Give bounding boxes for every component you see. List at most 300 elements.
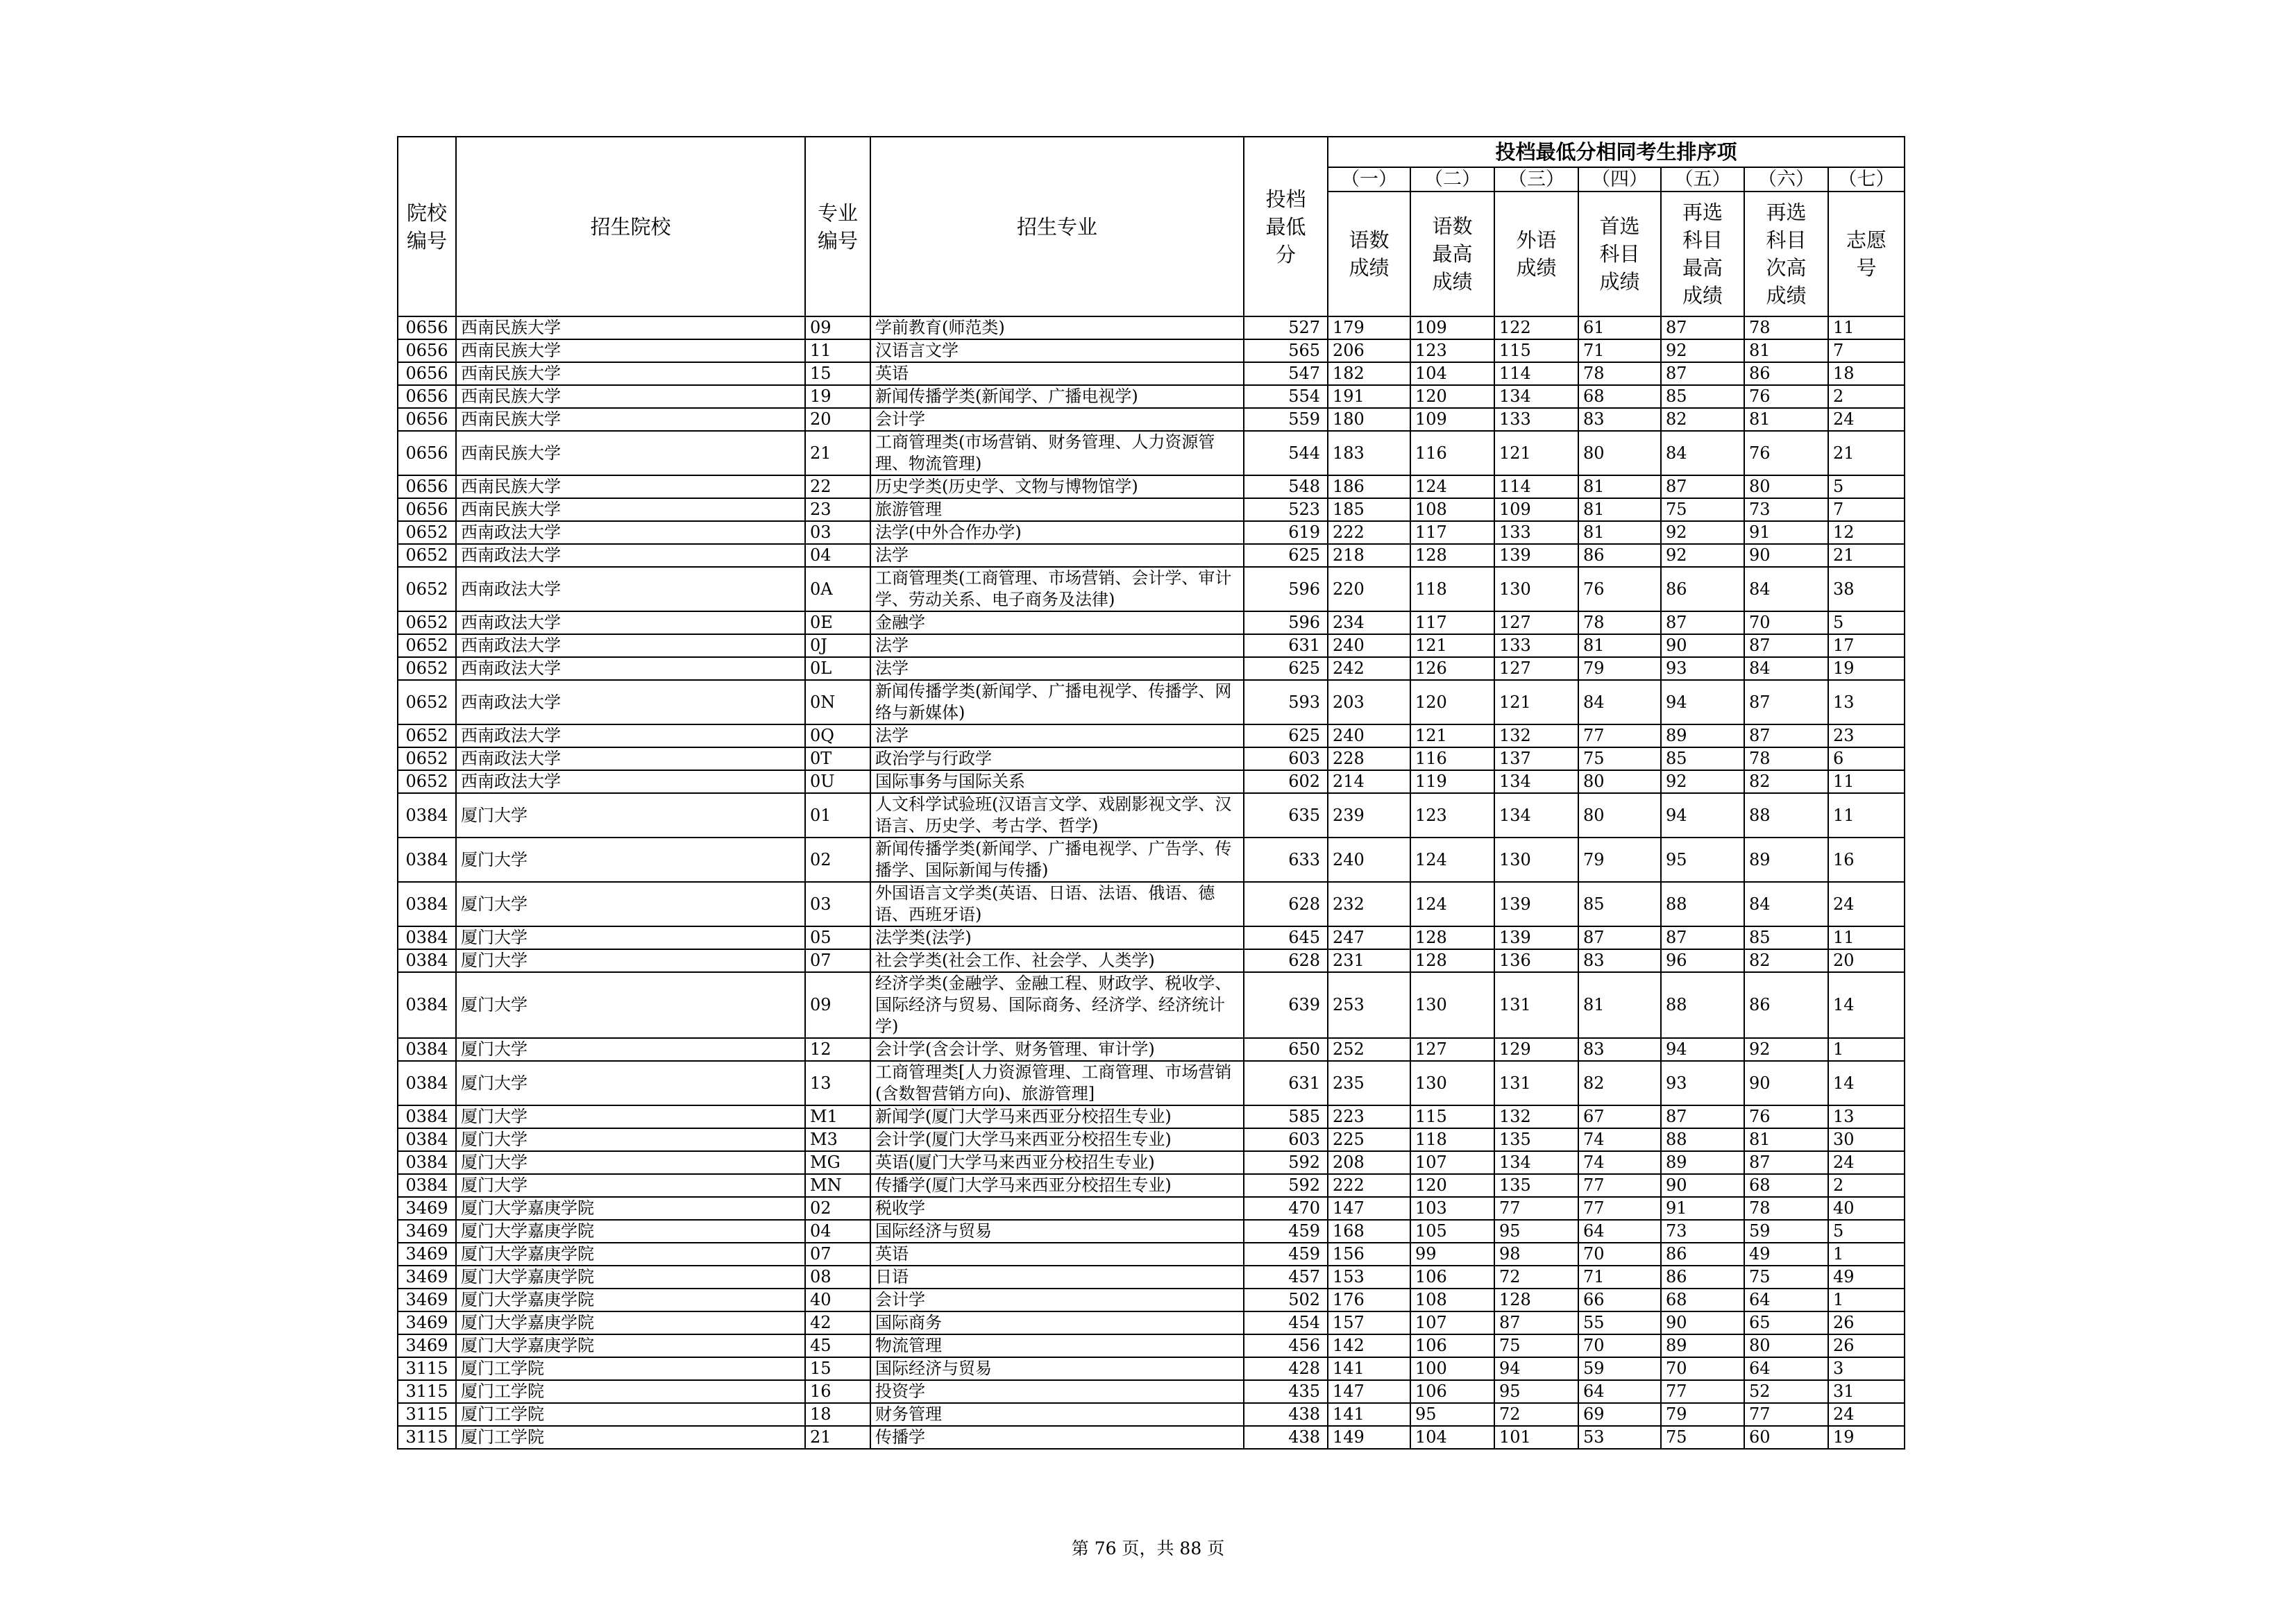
cell-score-first-subject: 71 [1578, 339, 1661, 362]
cell-score-reselect-max: 86 [1661, 1243, 1744, 1266]
cell-score-yushu-max: 119 [1410, 770, 1494, 793]
table-row [398, 362, 1905, 385]
header-major-code: 专业 编号 [805, 137, 870, 316]
cell-score-reselect-second: 70 [1744, 611, 1828, 634]
cell-score-foreign: 134 [1494, 385, 1578, 408]
cell-score-reselect-second: 59 [1744, 1220, 1828, 1243]
cell-min-score: 602 [1244, 770, 1328, 793]
cell-major-code: 02 [805, 838, 870, 882]
cell-score-first-subject: 79 [1578, 838, 1661, 882]
cell-score-yushu-max: 117 [1410, 521, 1494, 544]
cell-score-first-subject: 74 [1578, 1128, 1661, 1151]
cell-min-score: 596 [1244, 611, 1328, 634]
cell-school-name: 厦门大学 [456, 793, 805, 838]
cell-score-reselect-second: 90 [1744, 544, 1828, 567]
cell-min-score: 635 [1244, 793, 1328, 838]
cell-score-reselect-second: 64 [1744, 1289, 1828, 1311]
cell-score-foreign: 115 [1494, 339, 1578, 362]
table-row [398, 1311, 1905, 1334]
table-row [398, 793, 1905, 838]
cell-score-foreign: 132 [1494, 1105, 1578, 1128]
cell-volunteer-no: 31 [1828, 1380, 1905, 1403]
cell-score-reselect-max: 77 [1661, 1380, 1744, 1403]
table-row [398, 1289, 1905, 1311]
cell-major-name: 学前教育(师范类) [870, 316, 1244, 339]
cell-score-yushu-max: 105 [1410, 1220, 1494, 1243]
cell-major-code: 45 [805, 1334, 870, 1357]
cell-school-name: 西南民族大学 [456, 475, 805, 498]
cell-volunteer-no: 14 [1828, 1061, 1905, 1105]
cell-score-first-subject: 79 [1578, 657, 1661, 680]
cell-score-foreign: 95 [1494, 1220, 1578, 1243]
cell-school-name: 厦门工学院 [456, 1357, 805, 1380]
cell-school-code: 0652 [398, 680, 456, 724]
cell-score-yushu: 206 [1328, 339, 1410, 362]
cell-major-name: 新闻传播学类(新闻学、广播电视学、广告学、传播学、国际新闻与传播) [870, 838, 1244, 882]
cell-score-reselect-second: 86 [1744, 362, 1828, 385]
cell-min-score: 628 [1244, 949, 1328, 972]
cell-school-name: 厦门大学 [456, 838, 805, 882]
cell-min-score: 603 [1244, 1128, 1328, 1151]
table-row [398, 1038, 1905, 1061]
cell-major-name: 法学 [870, 544, 1244, 567]
cell-major-code: 0T [805, 747, 870, 770]
header-item-5: 再选 科目 最高 成绩 [1661, 192, 1744, 316]
cell-major-name: 新闻传播学类(新闻学、广播电视学) [870, 385, 1244, 408]
cell-major-code: 05 [805, 926, 870, 949]
cell-score-reselect-max: 75 [1661, 498, 1744, 521]
table-row [398, 1243, 1905, 1266]
cell-major-code: 15 [805, 1357, 870, 1380]
cell-score-reselect-max: 68 [1661, 1289, 1744, 1311]
cell-score-first-subject: 55 [1578, 1311, 1661, 1334]
cell-score-first-subject: 80 [1578, 793, 1661, 838]
table-row [398, 770, 1905, 793]
header-item-2: 语数 最高 成绩 [1410, 192, 1494, 316]
cell-school-code: 3469 [398, 1197, 456, 1220]
cell-score-reselect-max: 94 [1661, 680, 1744, 724]
header-item-6: 再选 科目 次高 成绩 [1744, 192, 1828, 316]
cell-major-name: 英语 [870, 1243, 1244, 1266]
cell-min-score: 527 [1244, 316, 1328, 339]
cell-score-yushu: 222 [1328, 1174, 1410, 1197]
cell-score-yushu-max: 126 [1410, 657, 1494, 680]
cell-score-reselect-max: 92 [1661, 544, 1744, 567]
header-order-1: （一） [1328, 167, 1410, 192]
cell-score-reselect-second: 90 [1744, 1061, 1828, 1105]
table-row [398, 1128, 1905, 1151]
cell-major-code: M3 [805, 1128, 870, 1151]
cell-score-reselect-second: 80 [1744, 1334, 1828, 1357]
cell-major-name: 法学类(法学) [870, 926, 1244, 949]
cell-score-reselect-second: 87 [1744, 1151, 1828, 1174]
cell-score-yushu-max: 106 [1410, 1380, 1494, 1403]
cell-major-name: 新闻传播学类(新闻学、广播电视学、传播学、网络与新媒体) [870, 680, 1244, 724]
cell-score-yushu: 156 [1328, 1243, 1410, 1266]
cell-major-code: 20 [805, 408, 870, 431]
cell-school-code: 0656 [398, 408, 456, 431]
table-row [398, 657, 1905, 680]
cell-school-code: 0652 [398, 634, 456, 657]
cell-score-reselect-second: 78 [1744, 1197, 1828, 1220]
cell-score-reselect-second: 64 [1744, 1357, 1828, 1380]
table-row [398, 1220, 1905, 1243]
cell-school-name: 西南政法大学 [456, 680, 805, 724]
cell-major-name: 工商管理类(市场营销、财务管理、人力资源管理、物流管理) [870, 431, 1244, 475]
cell-score-reselect-max: 92 [1661, 521, 1744, 544]
table-row [398, 882, 1905, 926]
cell-score-yushu-max: 127 [1410, 1038, 1494, 1061]
cell-score-reselect-second: 84 [1744, 657, 1828, 680]
cell-school-code: 0656 [398, 498, 456, 521]
cell-major-code: 08 [805, 1266, 870, 1289]
cell-volunteer-no: 13 [1828, 1105, 1905, 1128]
cell-score-reselect-second: 52 [1744, 1380, 1828, 1403]
cell-score-first-subject: 81 [1578, 498, 1661, 521]
cell-major-name: 会计学(含会计学、财务管理、审计学) [870, 1038, 1244, 1061]
cell-min-score: 459 [1244, 1220, 1328, 1243]
cell-score-foreign: 95 [1494, 1380, 1578, 1403]
cell-school-name: 厦门工学院 [456, 1426, 805, 1449]
cell-volunteer-no: 23 [1828, 724, 1905, 747]
cell-school-code: 0384 [398, 1061, 456, 1105]
cell-school-code: 0652 [398, 567, 456, 611]
cell-score-yushu-max: 95 [1410, 1403, 1494, 1426]
cell-min-score: 628 [1244, 882, 1328, 926]
cell-score-foreign: 128 [1494, 1289, 1578, 1311]
table-row [398, 1426, 1905, 1449]
header-order-6: （六） [1744, 167, 1828, 192]
cell-volunteer-no: 49 [1828, 1266, 1905, 1289]
table-row [398, 498, 1905, 521]
cell-min-score: 435 [1244, 1380, 1328, 1403]
cell-volunteer-no: 1 [1828, 1038, 1905, 1061]
cell-score-reselect-max: 85 [1661, 747, 1744, 770]
cell-score-reselect-max: 89 [1661, 724, 1744, 747]
cell-volunteer-no: 20 [1828, 949, 1905, 972]
cell-school-name: 厦门大学嘉庚学院 [456, 1311, 805, 1334]
cell-score-foreign: 134 [1494, 1151, 1578, 1174]
cell-score-first-subject: 77 [1578, 724, 1661, 747]
cell-score-yushu-max: 109 [1410, 316, 1494, 339]
cell-score-reselect-second: 87 [1744, 634, 1828, 657]
admission-score-table [397, 136, 1905, 1450]
cell-score-first-subject: 83 [1578, 949, 1661, 972]
cell-score-yushu: 183 [1328, 431, 1410, 475]
cell-school-name: 厦门大学嘉庚学院 [456, 1220, 805, 1243]
cell-school-name: 厦门大学 [456, 882, 805, 926]
cell-score-yushu-max: 118 [1410, 1128, 1494, 1151]
cell-volunteer-no: 18 [1828, 362, 1905, 385]
table-row [398, 747, 1905, 770]
cell-volunteer-no: 7 [1828, 339, 1905, 362]
cell-major-code: 21 [805, 431, 870, 475]
cell-school-code: 0384 [398, 882, 456, 926]
cell-min-score: 470 [1244, 1197, 1328, 1220]
cell-school-name: 西南民族大学 [456, 316, 805, 339]
table-row [398, 521, 1905, 544]
cell-major-name: 国际经济与贸易 [870, 1220, 1244, 1243]
cell-score-foreign: 131 [1494, 972, 1578, 1038]
cell-school-code: 0384 [398, 1174, 456, 1197]
cell-min-score: 650 [1244, 1038, 1328, 1061]
cell-score-reselect-second: 76 [1744, 1105, 1828, 1128]
cell-score-yushu-max: 130 [1410, 1061, 1494, 1105]
cell-score-first-subject: 84 [1578, 680, 1661, 724]
cell-score-yushu: 157 [1328, 1311, 1410, 1334]
cell-major-name: 英语(厦门大学马来西亚分校招生专业) [870, 1151, 1244, 1174]
table-row [398, 949, 1905, 972]
header-min-score: 投档 最低 分 [1244, 137, 1328, 316]
cell-score-foreign: 135 [1494, 1174, 1578, 1197]
cell-score-foreign: 94 [1494, 1357, 1578, 1380]
header-order-7: （七） [1828, 167, 1905, 192]
cell-score-yushu: 180 [1328, 408, 1410, 431]
cell-score-first-subject: 81 [1578, 521, 1661, 544]
cell-school-code: 0656 [398, 339, 456, 362]
cell-min-score: 502 [1244, 1289, 1328, 1311]
cell-score-yushu-max: 124 [1410, 475, 1494, 498]
cell-major-name: 物流管理 [870, 1334, 1244, 1357]
cell-volunteer-no: 30 [1828, 1128, 1905, 1151]
cell-school-name: 西南政法大学 [456, 611, 805, 634]
cell-school-code: 3469 [398, 1243, 456, 1266]
cell-min-score: 639 [1244, 972, 1328, 1038]
cell-score-foreign: 127 [1494, 611, 1578, 634]
cell-school-name: 西南民族大学 [456, 339, 805, 362]
header-tiebreak-group: 投档最低分相同考生排序项 [1328, 137, 1905, 167]
cell-score-first-subject: 86 [1578, 544, 1661, 567]
cell-major-code: 18 [805, 1403, 870, 1426]
cell-major-code: 19 [805, 385, 870, 408]
table-row [398, 339, 1905, 362]
cell-major-name: 传播学 [870, 1426, 1244, 1449]
cell-score-yushu: 242 [1328, 657, 1410, 680]
cell-volunteer-no: 16 [1828, 838, 1905, 882]
cell-score-first-subject: 70 [1578, 1243, 1661, 1266]
table-row [398, 1197, 1905, 1220]
cell-score-first-subject: 61 [1578, 316, 1661, 339]
cell-score-foreign: 121 [1494, 431, 1578, 475]
cell-major-code: 0N [805, 680, 870, 724]
cell-score-yushu: 218 [1328, 544, 1410, 567]
cell-score-first-subject: 87 [1578, 926, 1661, 949]
cell-score-reselect-max: 87 [1661, 362, 1744, 385]
cell-min-score: 625 [1244, 724, 1328, 747]
cell-major-code: 40 [805, 1289, 870, 1311]
cell-min-score: 456 [1244, 1334, 1328, 1357]
cell-school-code: 0384 [398, 838, 456, 882]
cell-score-foreign: 133 [1494, 634, 1578, 657]
cell-score-reselect-second: 81 [1744, 408, 1828, 431]
cell-volunteer-no: 38 [1828, 567, 1905, 611]
cell-volunteer-no: 3 [1828, 1357, 1905, 1380]
cell-school-name: 厦门大学 [456, 1174, 805, 1197]
table-row [398, 724, 1905, 747]
cell-major-code: 0U [805, 770, 870, 793]
cell-school-name: 厦门大学 [456, 1151, 805, 1174]
cell-volunteer-no: 19 [1828, 657, 1905, 680]
cell-score-foreign: 75 [1494, 1334, 1578, 1357]
cell-school-code: 3469 [398, 1334, 456, 1357]
cell-score-reselect-second: 88 [1744, 793, 1828, 838]
cell-min-score: 457 [1244, 1266, 1328, 1289]
cell-score-reselect-second: 80 [1744, 475, 1828, 498]
table-row [398, 838, 1905, 882]
cell-score-first-subject: 64 [1578, 1380, 1661, 1403]
cell-score-foreign: 72 [1494, 1403, 1578, 1426]
cell-score-foreign: 127 [1494, 657, 1578, 680]
cell-score-yushu-max: 107 [1410, 1151, 1494, 1174]
cell-score-foreign: 134 [1494, 770, 1578, 793]
cell-major-code: 0J [805, 634, 870, 657]
cell-score-reselect-max: 88 [1661, 882, 1744, 926]
cell-score-reselect-second: 76 [1744, 385, 1828, 408]
cell-volunteer-no: 40 [1828, 1197, 1905, 1220]
cell-score-reselect-second: 91 [1744, 521, 1828, 544]
cell-school-name: 厦门大学 [456, 926, 805, 949]
cell-school-code: 0384 [398, 1151, 456, 1174]
cell-min-score: 633 [1244, 838, 1328, 882]
cell-score-reselect-second: 73 [1744, 498, 1828, 521]
header-school: 招生院校 [456, 137, 805, 316]
cell-major-code: 0A [805, 567, 870, 611]
cell-score-yushu: 220 [1328, 567, 1410, 611]
table-row [398, 408, 1905, 431]
header-order-5: （五） [1661, 167, 1744, 192]
cell-score-reselect-max: 96 [1661, 949, 1744, 972]
cell-school-code: 0652 [398, 747, 456, 770]
cell-score-first-subject: 71 [1578, 1266, 1661, 1289]
cell-score-yushu: 228 [1328, 747, 1410, 770]
cell-score-yushu: 141 [1328, 1403, 1410, 1426]
cell-major-code: 23 [805, 498, 870, 521]
cell-score-reselect-second: 78 [1744, 316, 1828, 339]
cell-score-foreign: 114 [1494, 475, 1578, 498]
cell-volunteer-no: 26 [1828, 1311, 1905, 1334]
cell-score-foreign: 135 [1494, 1128, 1578, 1151]
cell-score-reselect-max: 75 [1661, 1426, 1744, 1449]
cell-volunteer-no: 24 [1828, 1403, 1905, 1426]
cell-volunteer-no: 17 [1828, 634, 1905, 657]
cell-score-yushu: 223 [1328, 1105, 1410, 1128]
cell-score-first-subject: 69 [1578, 1403, 1661, 1426]
cell-major-name: 法学 [870, 724, 1244, 747]
table-row [398, 1061, 1905, 1105]
cell-score-first-subject: 80 [1578, 431, 1661, 475]
cell-score-foreign: 114 [1494, 362, 1578, 385]
cell-major-code: 15 [805, 362, 870, 385]
table-row [398, 680, 1905, 724]
cell-score-yushu: 141 [1328, 1357, 1410, 1380]
cell-score-reselect-max: 92 [1661, 339, 1744, 362]
cell-major-name: 社会学类(社会工作、社会学、人类学) [870, 949, 1244, 972]
cell-school-code: 0384 [398, 972, 456, 1038]
cell-score-first-subject: 68 [1578, 385, 1661, 408]
cell-score-first-subject: 77 [1578, 1174, 1661, 1197]
cell-volunteer-no: 7 [1828, 498, 1905, 521]
cell-major-code: 01 [805, 793, 870, 838]
cell-score-first-subject: 85 [1578, 882, 1661, 926]
table-row [398, 1151, 1905, 1174]
cell-school-name: 西南政法大学 [456, 724, 805, 747]
cell-score-yushu: 240 [1328, 634, 1410, 657]
cell-score-yushu-max: 104 [1410, 362, 1494, 385]
cell-score-reselect-second: 78 [1744, 747, 1828, 770]
cell-score-foreign: 132 [1494, 724, 1578, 747]
cell-school-name: 厦门大学 [456, 949, 805, 972]
cell-min-score: 559 [1244, 408, 1328, 431]
cell-school-code: 0384 [398, 1038, 456, 1061]
cell-score-yushu-max: 118 [1410, 567, 1494, 611]
cell-volunteer-no: 1 [1828, 1289, 1905, 1311]
cell-school-name: 厦门大学 [456, 1061, 805, 1105]
cell-school-name: 厦门大学嘉庚学院 [456, 1266, 805, 1289]
cell-school-code: 0384 [398, 1105, 456, 1128]
cell-major-name: 国际经济与贸易 [870, 1357, 1244, 1380]
cell-min-score: 554 [1244, 385, 1328, 408]
cell-score-yushu-max: 117 [1410, 611, 1494, 634]
cell-score-reselect-second: 60 [1744, 1426, 1828, 1449]
cell-score-yushu: 240 [1328, 724, 1410, 747]
cell-major-name: 汉语言文学 [870, 339, 1244, 362]
cell-score-reselect-second: 49 [1744, 1243, 1828, 1266]
cell-volunteer-no: 21 [1828, 431, 1905, 475]
cell-school-code: 0652 [398, 657, 456, 680]
cell-school-name: 厦门工学院 [456, 1403, 805, 1426]
cell-score-yushu: 168 [1328, 1220, 1410, 1243]
cell-score-reselect-max: 87 [1661, 926, 1744, 949]
cell-volunteer-no: 11 [1828, 316, 1905, 339]
cell-score-yushu-max: 106 [1410, 1334, 1494, 1357]
cell-score-reselect-second: 84 [1744, 567, 1828, 611]
cell-school-code: 0384 [398, 1128, 456, 1151]
cell-score-yushu-max: 128 [1410, 949, 1494, 972]
cell-score-reselect-max: 87 [1661, 475, 1744, 498]
header-item-4: 首选 科目 成绩 [1578, 192, 1661, 316]
cell-score-reselect-max: 79 [1661, 1403, 1744, 1426]
cell-score-yushu: 231 [1328, 949, 1410, 972]
cell-min-score: 645 [1244, 926, 1328, 949]
cell-school-name: 西南民族大学 [456, 385, 805, 408]
cell-volunteer-no: 2 [1828, 385, 1905, 408]
cell-volunteer-no: 11 [1828, 770, 1905, 793]
cell-score-reselect-max: 88 [1661, 972, 1744, 1038]
cell-score-foreign: 133 [1494, 408, 1578, 431]
cell-min-score: 565 [1244, 339, 1328, 362]
cell-min-score: 592 [1244, 1151, 1328, 1174]
cell-min-score: 454 [1244, 1311, 1328, 1334]
cell-school-code: 0652 [398, 770, 456, 793]
cell-score-reselect-second: 81 [1744, 339, 1828, 362]
cell-school-code: 0656 [398, 316, 456, 339]
cell-volunteer-no: 24 [1828, 1151, 1905, 1174]
cell-score-yushu: 235 [1328, 1061, 1410, 1105]
cell-major-name: 政治学与行政学 [870, 747, 1244, 770]
cell-score-reselect-second: 77 [1744, 1403, 1828, 1426]
cell-school-name: 西南政法大学 [456, 544, 805, 567]
cell-score-reselect-max: 87 [1661, 316, 1744, 339]
cell-major-code: 04 [805, 1220, 870, 1243]
cell-major-name: 国际商务 [870, 1311, 1244, 1334]
cell-school-name: 西南政法大学 [456, 657, 805, 680]
cell-score-foreign: 136 [1494, 949, 1578, 972]
cell-volunteer-no: 19 [1828, 1426, 1905, 1449]
cell-min-score: 459 [1244, 1243, 1328, 1266]
cell-score-yushu: 253 [1328, 972, 1410, 1038]
cell-min-score: 428 [1244, 1357, 1328, 1380]
cell-score-yushu: 208 [1328, 1151, 1410, 1174]
